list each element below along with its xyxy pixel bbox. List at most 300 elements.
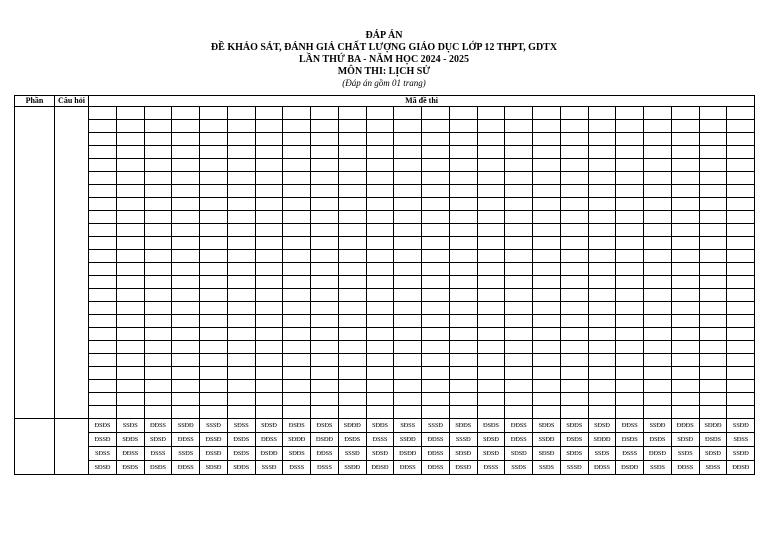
empty-cell bbox=[200, 341, 228, 354]
empty-cell bbox=[505, 211, 533, 224]
empty-cell bbox=[616, 328, 644, 341]
answer-cell: SSĐS bbox=[505, 461, 533, 475]
empty-cell bbox=[449, 237, 477, 250]
empty-cell bbox=[255, 289, 283, 302]
empty-cell bbox=[533, 367, 561, 380]
empty-cell bbox=[172, 120, 200, 133]
empty-cell bbox=[338, 341, 366, 354]
empty-cell bbox=[255, 328, 283, 341]
empty-cell bbox=[283, 315, 311, 328]
answer-cell: SSĐS bbox=[671, 447, 699, 461]
empty-cell bbox=[338, 302, 366, 315]
empty-cell bbox=[311, 393, 339, 406]
empty-cell bbox=[588, 276, 616, 289]
empty-cell bbox=[255, 185, 283, 198]
empty-cell bbox=[89, 172, 117, 185]
empty-cell bbox=[144, 250, 172, 263]
empty-cell bbox=[283, 380, 311, 393]
answer-cell: SĐĐS bbox=[560, 447, 588, 461]
empty-cell bbox=[560, 211, 588, 224]
empty-cell bbox=[338, 393, 366, 406]
empty-cell bbox=[311, 211, 339, 224]
empty-cell bbox=[394, 367, 422, 380]
empty-cell bbox=[200, 276, 228, 289]
empty-cell bbox=[89, 406, 117, 419]
answer-cell: SSĐĐ bbox=[172, 419, 200, 433]
empty-cell bbox=[144, 289, 172, 302]
empty-cell bbox=[116, 328, 144, 341]
empty-cell bbox=[644, 120, 672, 133]
empty-cell bbox=[671, 146, 699, 159]
empty-cell bbox=[200, 250, 228, 263]
answer-cell: ĐSĐĐ bbox=[311, 433, 339, 447]
empty-row bbox=[15, 211, 755, 224]
empty-cell bbox=[394, 380, 422, 393]
empty-cell bbox=[89, 107, 117, 120]
empty-cell bbox=[422, 172, 450, 185]
empty-cell bbox=[200, 406, 228, 419]
empty-cell bbox=[200, 237, 228, 250]
empty-cell bbox=[394, 159, 422, 172]
empty-cell bbox=[283, 133, 311, 146]
empty-cell bbox=[560, 315, 588, 328]
empty-cell bbox=[588, 107, 616, 120]
empty-cell bbox=[671, 198, 699, 211]
empty-cell bbox=[116, 120, 144, 133]
empty-cell bbox=[89, 341, 117, 354]
empty-cell bbox=[255, 198, 283, 211]
empty-cell bbox=[338, 237, 366, 250]
empty-cell bbox=[560, 185, 588, 198]
empty-cell bbox=[311, 120, 339, 133]
answer-cell: SSĐĐ bbox=[338, 461, 366, 475]
header-round-year: LẦN THỨ BA - NĂM HỌC 2024 - 2025 bbox=[299, 54, 469, 65]
empty-cell bbox=[560, 393, 588, 406]
empty-cell bbox=[255, 315, 283, 328]
empty-cell bbox=[227, 302, 255, 315]
empty-cell bbox=[727, 276, 755, 289]
answer-cell: ĐSĐS bbox=[144, 461, 172, 475]
empty-cell bbox=[116, 159, 144, 172]
empty-cell bbox=[505, 107, 533, 120]
empty-cell bbox=[144, 380, 172, 393]
answer-cell: ĐĐSS bbox=[144, 419, 172, 433]
empty-cell bbox=[283, 198, 311, 211]
empty-cell bbox=[616, 406, 644, 419]
col-header-ma-de-thi: Mã đề thi bbox=[89, 96, 755, 107]
empty-cell bbox=[422, 185, 450, 198]
empty-cell bbox=[116, 211, 144, 224]
empty-cell bbox=[200, 328, 228, 341]
empty-cell bbox=[89, 367, 117, 380]
empty-cell bbox=[533, 263, 561, 276]
empty-cell bbox=[366, 120, 394, 133]
empty-cell bbox=[144, 354, 172, 367]
empty-cell bbox=[227, 146, 255, 159]
empty-cell bbox=[283, 250, 311, 263]
empty-cell bbox=[144, 263, 172, 276]
empty-cell bbox=[505, 328, 533, 341]
empty-cell bbox=[283, 328, 311, 341]
answer-cell: SSĐĐ bbox=[727, 447, 755, 461]
empty-cell bbox=[200, 354, 228, 367]
empty-cell bbox=[172, 211, 200, 224]
empty-cell bbox=[283, 224, 311, 237]
empty-cell bbox=[588, 367, 616, 380]
empty-cell bbox=[533, 185, 561, 198]
empty-cell bbox=[283, 393, 311, 406]
empty-cell bbox=[255, 237, 283, 250]
empty-cell bbox=[116, 263, 144, 276]
empty-cell bbox=[144, 224, 172, 237]
empty-cell bbox=[366, 146, 394, 159]
empty-cell bbox=[477, 393, 505, 406]
empty-cell bbox=[588, 328, 616, 341]
empty-cell bbox=[89, 315, 117, 328]
empty-cell bbox=[449, 380, 477, 393]
empty-cell bbox=[394, 263, 422, 276]
empty-cell bbox=[505, 120, 533, 133]
empty-cell bbox=[311, 289, 339, 302]
empty-cell bbox=[200, 315, 228, 328]
empty-cell bbox=[366, 198, 394, 211]
empty-cell bbox=[560, 406, 588, 419]
answer-cell: SĐSĐ bbox=[533, 447, 561, 461]
empty-cell bbox=[422, 198, 450, 211]
empty-cell bbox=[505, 237, 533, 250]
empty-row bbox=[15, 146, 755, 159]
empty-cell bbox=[644, 237, 672, 250]
empty-cell bbox=[699, 146, 727, 159]
empty-cell bbox=[144, 133, 172, 146]
empty-cell bbox=[311, 406, 339, 419]
empty-cell bbox=[338, 406, 366, 419]
empty-cell bbox=[311, 185, 339, 198]
answer-cell: SĐĐĐ bbox=[699, 419, 727, 433]
answer-cell: SĐSĐ bbox=[200, 461, 228, 475]
empty-cell bbox=[449, 354, 477, 367]
empty-cell bbox=[200, 185, 228, 198]
empty-cell bbox=[449, 406, 477, 419]
empty-cell bbox=[366, 107, 394, 120]
empty-cell bbox=[422, 211, 450, 224]
empty-cell bbox=[116, 185, 144, 198]
empty-cell bbox=[89, 159, 117, 172]
empty-cell bbox=[200, 107, 228, 120]
answer-cell: ĐSĐĐ bbox=[616, 461, 644, 475]
answer-cell: SĐSĐ bbox=[449, 447, 477, 461]
answer-cell: SSSĐ bbox=[560, 461, 588, 475]
answer-cell: SSĐS bbox=[588, 447, 616, 461]
empty-cell bbox=[699, 367, 727, 380]
answer-cell: SĐĐĐ bbox=[338, 419, 366, 433]
empty-cell bbox=[89, 185, 117, 198]
empty-cell bbox=[172, 159, 200, 172]
answer-cell: ĐĐSS bbox=[394, 461, 422, 475]
empty-cell bbox=[283, 302, 311, 315]
empty-cell bbox=[338, 354, 366, 367]
empty-cell bbox=[533, 328, 561, 341]
empty-cell bbox=[283, 172, 311, 185]
empty-cell bbox=[255, 354, 283, 367]
empty-cell bbox=[505, 224, 533, 237]
empty-cell bbox=[699, 133, 727, 146]
answer-cell: ĐSĐS bbox=[227, 447, 255, 461]
empty-cell bbox=[227, 393, 255, 406]
empty-cell bbox=[366, 380, 394, 393]
empty-cell bbox=[477, 315, 505, 328]
empty-cell bbox=[338, 133, 366, 146]
empty-cell bbox=[533, 354, 561, 367]
empty-cell bbox=[144, 393, 172, 406]
empty-cell bbox=[394, 393, 422, 406]
empty-cell bbox=[671, 237, 699, 250]
empty-cell bbox=[338, 185, 366, 198]
empty-cell bbox=[144, 146, 172, 159]
empty-cell bbox=[255, 133, 283, 146]
empty-cell bbox=[533, 276, 561, 289]
empty-cell bbox=[505, 341, 533, 354]
answer-cell: ĐSĐĐ bbox=[255, 447, 283, 461]
empty-cell bbox=[727, 133, 755, 146]
empty-cell bbox=[727, 159, 755, 172]
empty-cell bbox=[616, 367, 644, 380]
empty-cell bbox=[505, 263, 533, 276]
empty-cell bbox=[116, 406, 144, 419]
empty-cell bbox=[116, 276, 144, 289]
empty-cell bbox=[727, 120, 755, 133]
empty-cell bbox=[116, 133, 144, 146]
empty-cell bbox=[477, 263, 505, 276]
empty-cell bbox=[144, 159, 172, 172]
answer-cell: ĐĐSS bbox=[505, 419, 533, 433]
empty-row bbox=[15, 315, 755, 328]
answer-cell: SSĐS bbox=[116, 419, 144, 433]
empty-cell bbox=[699, 393, 727, 406]
empty-cell bbox=[588, 133, 616, 146]
empty-cell bbox=[144, 107, 172, 120]
empty-cell bbox=[255, 341, 283, 354]
answer-cell: ĐSĐS bbox=[616, 433, 644, 447]
empty-cell bbox=[699, 354, 727, 367]
empty-cell bbox=[283, 107, 311, 120]
empty-row bbox=[15, 380, 755, 393]
empty-cell bbox=[699, 159, 727, 172]
empty-cell bbox=[116, 341, 144, 354]
answer-cell: ĐSSS bbox=[144, 447, 172, 461]
empty-cell bbox=[616, 263, 644, 276]
empty-cell bbox=[533, 224, 561, 237]
empty-cell bbox=[394, 406, 422, 419]
answer-cell: SĐSS bbox=[699, 461, 727, 475]
answer-cell: ĐSĐS bbox=[644, 433, 672, 447]
empty-row bbox=[15, 237, 755, 250]
empty-row bbox=[15, 367, 755, 380]
empty-cell bbox=[255, 224, 283, 237]
empty-cell bbox=[144, 172, 172, 185]
empty-cell bbox=[477, 341, 505, 354]
empty-cell bbox=[172, 380, 200, 393]
empty-cell bbox=[227, 341, 255, 354]
empty-cell bbox=[560, 120, 588, 133]
empty-cell bbox=[671, 393, 699, 406]
empty-cell bbox=[200, 393, 228, 406]
phan-cell bbox=[15, 107, 55, 419]
empty-cell bbox=[477, 367, 505, 380]
empty-cell bbox=[727, 107, 755, 120]
empty-cell bbox=[172, 146, 200, 159]
empty-cell bbox=[477, 406, 505, 419]
empty-cell bbox=[422, 263, 450, 276]
empty-cell bbox=[394, 237, 422, 250]
empty-cell bbox=[394, 120, 422, 133]
empty-cell bbox=[227, 289, 255, 302]
answer-cell: ĐSSĐ bbox=[200, 447, 228, 461]
answer-cell: SĐSĐ bbox=[477, 433, 505, 447]
empty-cell bbox=[116, 380, 144, 393]
empty-cell bbox=[200, 367, 228, 380]
answer-cell: SĐĐĐ bbox=[588, 433, 616, 447]
empty-cell bbox=[144, 315, 172, 328]
empty-cell bbox=[89, 224, 117, 237]
empty-cell bbox=[560, 159, 588, 172]
empty-cell bbox=[560, 263, 588, 276]
empty-cell bbox=[727, 393, 755, 406]
answer-cell: ĐĐSĐ bbox=[727, 461, 755, 475]
empty-cell bbox=[311, 315, 339, 328]
empty-cell bbox=[477, 302, 505, 315]
empty-cell bbox=[255, 107, 283, 120]
header-title: ĐÁP ÁN bbox=[365, 30, 403, 41]
empty-cell bbox=[644, 354, 672, 367]
empty-cell bbox=[560, 146, 588, 159]
empty-cell bbox=[338, 380, 366, 393]
empty-cell bbox=[644, 406, 672, 419]
empty-cell bbox=[227, 198, 255, 211]
empty-cell bbox=[116, 289, 144, 302]
cau-hoi-cell bbox=[55, 419, 89, 475]
empty-cell bbox=[505, 380, 533, 393]
answer-cell: ĐSSĐ bbox=[89, 433, 117, 447]
empty-cell bbox=[477, 224, 505, 237]
answer-cell: SSĐS bbox=[644, 461, 672, 475]
empty-cell bbox=[422, 367, 450, 380]
empty-cell bbox=[89, 302, 117, 315]
answer-cell: SĐĐS bbox=[227, 461, 255, 475]
empty-cell bbox=[588, 393, 616, 406]
empty-cell bbox=[727, 263, 755, 276]
empty-cell bbox=[477, 172, 505, 185]
empty-cell bbox=[172, 367, 200, 380]
empty-cell bbox=[727, 211, 755, 224]
empty-cell bbox=[727, 289, 755, 302]
empty-cell bbox=[366, 341, 394, 354]
answer-cell: ĐSSS bbox=[477, 461, 505, 475]
empty-cell bbox=[283, 276, 311, 289]
empty-cell bbox=[588, 120, 616, 133]
empty-cell bbox=[644, 185, 672, 198]
empty-cell bbox=[200, 289, 228, 302]
empty-cell bbox=[200, 302, 228, 315]
answer-cell: ĐĐSS bbox=[255, 433, 283, 447]
empty-cell bbox=[366, 224, 394, 237]
empty-cell bbox=[422, 120, 450, 133]
header-subject: MÔN THI: LỊCH SỬ bbox=[337, 66, 431, 77]
empty-cell bbox=[644, 159, 672, 172]
empty-cell bbox=[560, 250, 588, 263]
answer-cell: ĐĐSS bbox=[505, 433, 533, 447]
answer-row bbox=[15, 433, 755, 447]
empty-cell bbox=[699, 198, 727, 211]
empty-cell bbox=[172, 354, 200, 367]
empty-cell bbox=[227, 276, 255, 289]
empty-cell bbox=[394, 172, 422, 185]
empty-cell bbox=[588, 146, 616, 159]
empty-cell bbox=[533, 315, 561, 328]
answer-cell: ĐSĐS bbox=[311, 419, 339, 433]
empty-cell bbox=[172, 185, 200, 198]
empty-cell bbox=[699, 120, 727, 133]
empty-cell bbox=[588, 198, 616, 211]
empty-cell bbox=[144, 276, 172, 289]
empty-cell bbox=[394, 354, 422, 367]
empty-cell bbox=[533, 237, 561, 250]
empty-cell bbox=[255, 263, 283, 276]
answer-cell: SĐSĐ bbox=[505, 447, 533, 461]
empty-cell bbox=[255, 172, 283, 185]
empty-cell bbox=[449, 133, 477, 146]
empty-cell bbox=[172, 289, 200, 302]
empty-cell bbox=[727, 302, 755, 315]
empty-cell bbox=[422, 107, 450, 120]
empty-cell bbox=[449, 250, 477, 263]
empty-cell bbox=[89, 250, 117, 263]
empty-cell bbox=[477, 354, 505, 367]
empty-cell bbox=[89, 276, 117, 289]
empty-cell bbox=[616, 133, 644, 146]
empty-cell bbox=[172, 224, 200, 237]
empty-cell bbox=[644, 302, 672, 315]
answer-cell: ĐSĐS bbox=[283, 419, 311, 433]
empty-cell bbox=[311, 380, 339, 393]
empty-cell bbox=[727, 146, 755, 159]
empty-cell bbox=[366, 185, 394, 198]
empty-cell bbox=[144, 198, 172, 211]
empty-cell bbox=[671, 250, 699, 263]
empty-cell bbox=[644, 341, 672, 354]
empty-cell bbox=[616, 354, 644, 367]
empty-cell bbox=[505, 367, 533, 380]
answer-cell: SĐĐS bbox=[533, 419, 561, 433]
empty-cell bbox=[671, 263, 699, 276]
empty-cell bbox=[116, 224, 144, 237]
empty-cell bbox=[116, 315, 144, 328]
empty-cell bbox=[144, 328, 172, 341]
empty-cell bbox=[699, 315, 727, 328]
empty-cell bbox=[533, 107, 561, 120]
empty-cell bbox=[144, 406, 172, 419]
empty-cell bbox=[311, 263, 339, 276]
answer-cell: ĐĐSS bbox=[116, 447, 144, 461]
empty-cell bbox=[727, 328, 755, 341]
header-page-note: (Đáp án gồm 01 trang) bbox=[342, 78, 426, 88]
empty-cell bbox=[255, 120, 283, 133]
empty-cell bbox=[89, 211, 117, 224]
empty-cell bbox=[699, 185, 727, 198]
empty-cell bbox=[560, 328, 588, 341]
empty-cell bbox=[616, 198, 644, 211]
answer-cell: SSSĐ bbox=[422, 419, 450, 433]
